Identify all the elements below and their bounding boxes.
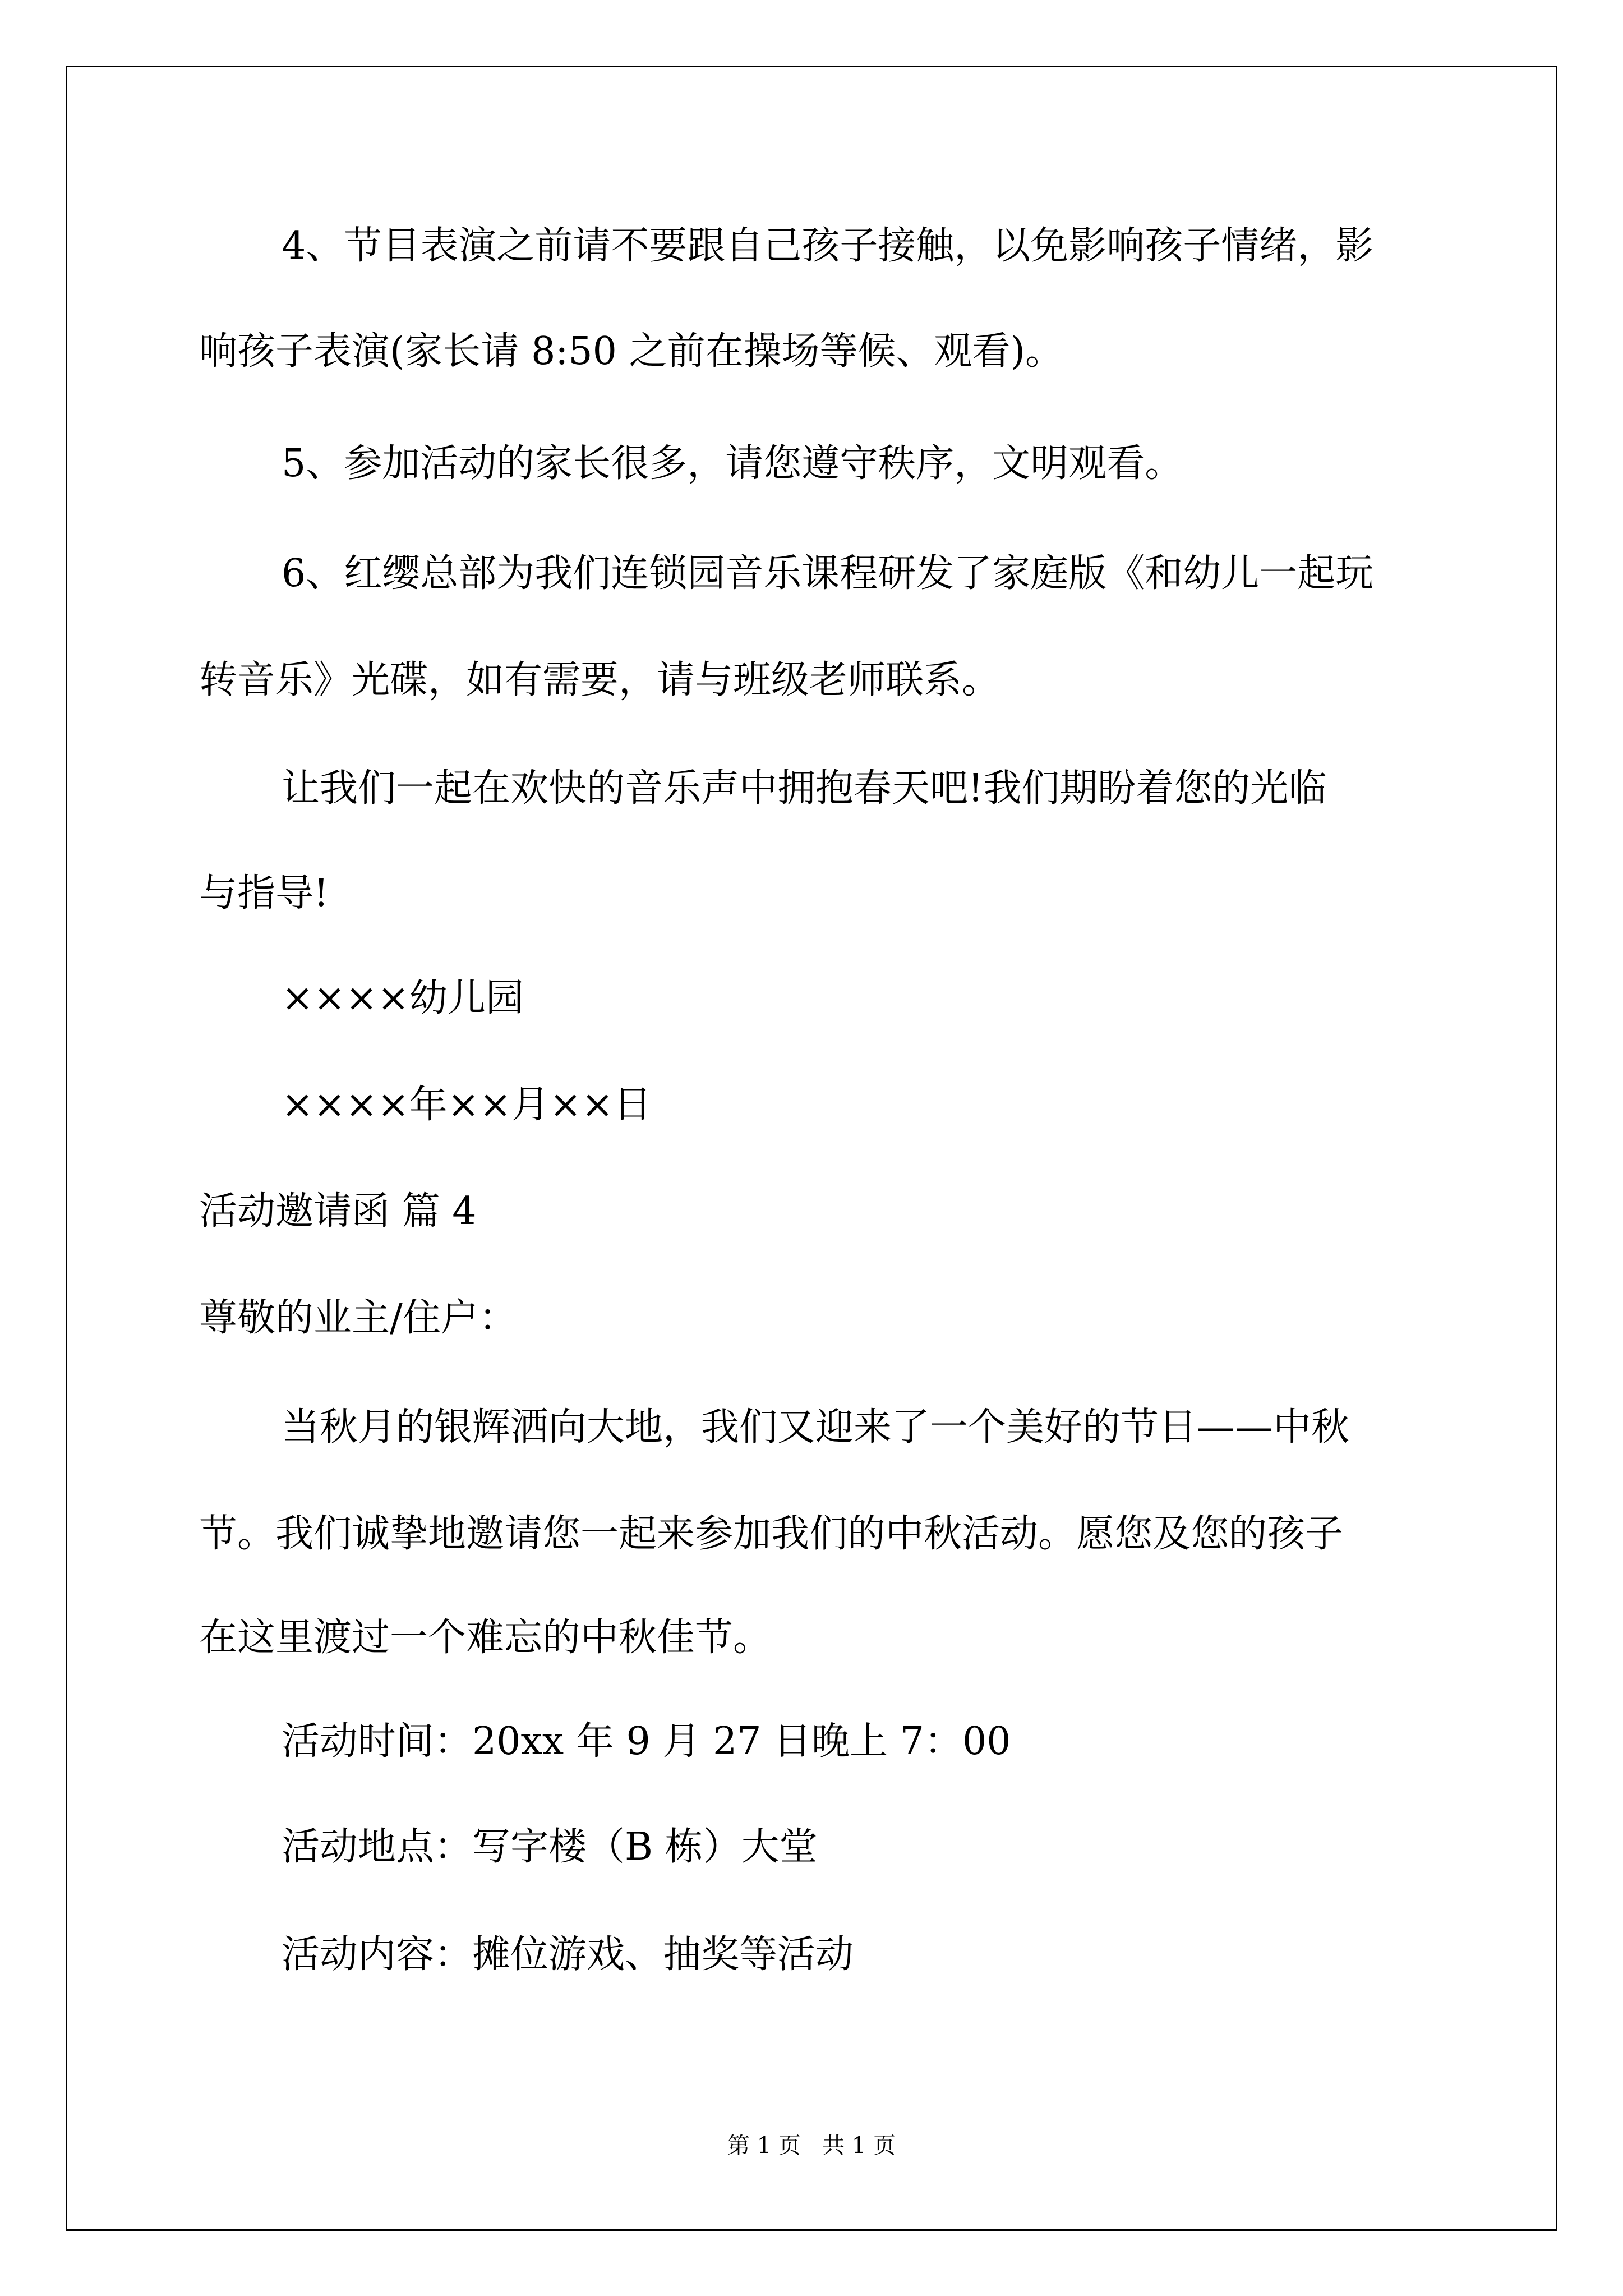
paragraph-line-item4-b: 响孩子表演(家长请 8:50 之前在操场等候、观看)。	[199, 329, 1063, 374]
section-heading: 活动邀请函 篇 4	[199, 1189, 477, 1234]
salutation: 尊敬的业主/住户：	[199, 1296, 517, 1340]
signature-date: ××××年××月××日	[282, 1083, 652, 1127]
paragraph-line-item6-b: 转音乐》光碟，如有需要，请与班级老师联系。	[199, 658, 1000, 702]
paragraph-line-closing-b: 与指导!	[199, 871, 329, 915]
paragraph-line-midautumn-a: 当秋月的银辉洒向大地，我们又迎来了一个美好的节日——中秋	[282, 1405, 1350, 1450]
paragraph-line-item4-a: 4、节目表演之前请不要跟自己孩子接触，以免影响孩子情绪，影	[282, 224, 1374, 268]
paragraph-line-midautumn-c: 在这里渡过一个难忘的中秋佳节。	[199, 1616, 772, 1660]
paragraph-line-item5: 5、参加活动的家长很多，请您遵守秩序，文明观看。	[282, 441, 1183, 486]
event-location: 活动地点：写字楼（B 栋）大堂	[282, 1825, 818, 1869]
paragraph-line-closing-a: 让我们一起在欢快的音乐声中拥抱春天吧!我们期盼着您的光临	[282, 766, 1327, 811]
paragraph-line-item6-a: 6、红缨总部为我们连锁园音乐课程研发了家庭版《和幼儿一起玩	[282, 551, 1374, 596]
page-border	[66, 66, 1557, 2231]
signature-kindergarten: ××××幼儿园	[282, 976, 524, 1020]
event-time: 活动时间：20xx 年 9 月 27 日晚上 7：00	[282, 1719, 1011, 1764]
page-footer: 第 1 页 共 1 页	[727, 2133, 896, 2159]
paragraph-line-midautumn-b: 节。我们诚挚地邀请您一起来参加我们的中秋活动。愿您及您的孩子	[199, 1512, 1344, 1556]
event-content: 活动内容：摊位游戏、抽奖等活动	[282, 1932, 854, 1977]
